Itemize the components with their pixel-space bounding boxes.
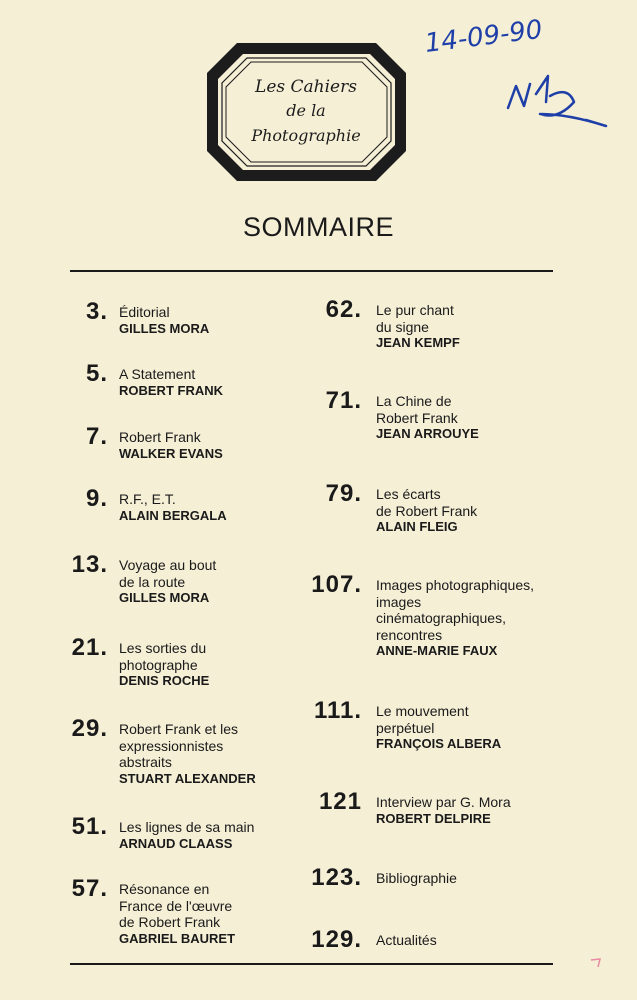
- page-number: 21.: [71, 634, 108, 661]
- entry-text: [376, 393, 479, 441]
- page-title: SOMMAIRE: [242, 212, 394, 242]
- article-title-line: abstraits: [119, 754, 172, 770]
- page-number: 51.: [71, 813, 108, 840]
- page-number: 123.: [311, 864, 362, 891]
- page-number: 13.: [71, 551, 108, 578]
- page-number: 57.: [71, 875, 108, 902]
- article-title-line: Actualités: [376, 932, 437, 948]
- article-title-line: de Robert Frank: [376, 502, 478, 519]
- article-author: DENIS ROCHE: [119, 673, 210, 688]
- article-author: JEAN KEMPF: [376, 335, 460, 350]
- page-number: 107.: [311, 571, 362, 598]
- article-title-line: R.F., E.T.: [119, 491, 176, 507]
- page-number: 5.: [85, 360, 108, 387]
- page-number: 3.: [85, 298, 108, 325]
- article-author: JEAN ARROUYE: [376, 426, 479, 441]
- top-divider: [70, 270, 553, 272]
- entry-text: [119, 304, 209, 336]
- page-number: 111.: [313, 697, 362, 724]
- bottom-divider: [70, 963, 553, 965]
- handwritten-date: 14-09-90: [423, 14, 544, 59]
- article-title-line: Les sorties du: [119, 640, 207, 656]
- article-title-line: Le pur chant: [376, 302, 454, 318]
- page-number: 121: [318, 788, 362, 815]
- page-number: 129.: [311, 926, 362, 953]
- entry-text: [376, 932, 437, 949]
- article-title-line: rencontres: [376, 626, 443, 643]
- article-title-line: Robert Frank et les: [119, 721, 239, 737]
- entry-text: [119, 557, 216, 605]
- article-title-line: de Robert Frank: [119, 914, 221, 930]
- article-title-line: Interview par G. Mora: [376, 794, 511, 810]
- entry-text: [376, 703, 501, 751]
- entry-text: [376, 577, 534, 658]
- article-title-line: Résonance en: [119, 881, 210, 897]
- article-title-line: Le mouvement: [376, 703, 469, 719]
- handwritten-initials-mark: [508, 76, 606, 126]
- article-author: ALAIN BERGALA: [119, 507, 227, 523]
- entry-text: [376, 870, 457, 887]
- entry-text: [119, 491, 227, 523]
- entry-text: [119, 429, 223, 461]
- entry-text: [376, 794, 511, 826]
- article-title-line: Éditorial: [119, 304, 170, 320]
- article-title-line: perpétuel: [376, 719, 435, 736]
- article-author: WALKER EVANS: [119, 445, 223, 461]
- page-number: 9.: [85, 485, 108, 512]
- article-title-line: images: [376, 593, 422, 610]
- article-title-line: Les lignes de sa main: [119, 819, 255, 835]
- article-author: ANNE-MARIE FAUX: [376, 643, 498, 658]
- entry-text: [119, 819, 254, 851]
- page-number: 7.: [85, 423, 108, 450]
- article-title-line: A Statement: [119, 366, 196, 382]
- entry-text: [376, 302, 460, 350]
- article-title-line: Robert Frank: [376, 409, 458, 426]
- article-author: ROBERT FRANK: [119, 382, 223, 398]
- article-author: FRANÇOIS ALBERA: [376, 736, 502, 751]
- ink-mark: [588, 954, 604, 970]
- article-title-line: France de l'œuvre: [119, 897, 233, 914]
- article-author: ARNAUD CLAASS: [119, 835, 233, 851]
- article-title-line: expressionnistes: [119, 737, 224, 754]
- logo-line-3: Photographie: [251, 126, 361, 145]
- logo-line-1: Les Cahiers: [255, 77, 357, 97]
- article-title-line: Les écarts: [376, 486, 441, 502]
- logo-line-2: de la: [286, 101, 326, 120]
- entry-text: [119, 881, 235, 946]
- page-number: 62.: [325, 296, 362, 323]
- article-title-line: La Chine de: [376, 393, 452, 409]
- page-number: 29.: [71, 715, 108, 742]
- entry-text: [119, 366, 223, 398]
- article-title-line: photographe: [119, 656, 198, 673]
- page-number: 79.: [325, 480, 362, 507]
- article-author: ALAIN FLEIG: [376, 519, 458, 534]
- article-title-line: cinématographiques,: [376, 610, 506, 626]
- article-author: GILLES MORA: [119, 320, 210, 336]
- article-author: ROBERT DELPIRE: [376, 810, 491, 826]
- article-title-line: Voyage au bout: [119, 557, 217, 573]
- journal-logo: [207, 43, 406, 181]
- article-title-line: Bibliographie: [376, 870, 457, 886]
- entry-text: [119, 640, 209, 688]
- article-author: GABRIEL BAURET: [119, 930, 236, 946]
- article-author: STUART ALEXANDER: [119, 770, 256, 786]
- article-title-line: Robert Frank: [119, 429, 201, 445]
- entry-text: [376, 486, 477, 534]
- handwritten-annotation: [418, 10, 618, 130]
- article-title-line: Images photographiques,: [376, 577, 534, 593]
- article-title-line: du signe: [376, 318, 429, 335]
- article-author: GILLES MORA: [119, 590, 210, 605]
- article-title-line: de la route: [119, 573, 186, 590]
- entry-text: [119, 721, 256, 786]
- page-number: 71.: [325, 387, 362, 414]
